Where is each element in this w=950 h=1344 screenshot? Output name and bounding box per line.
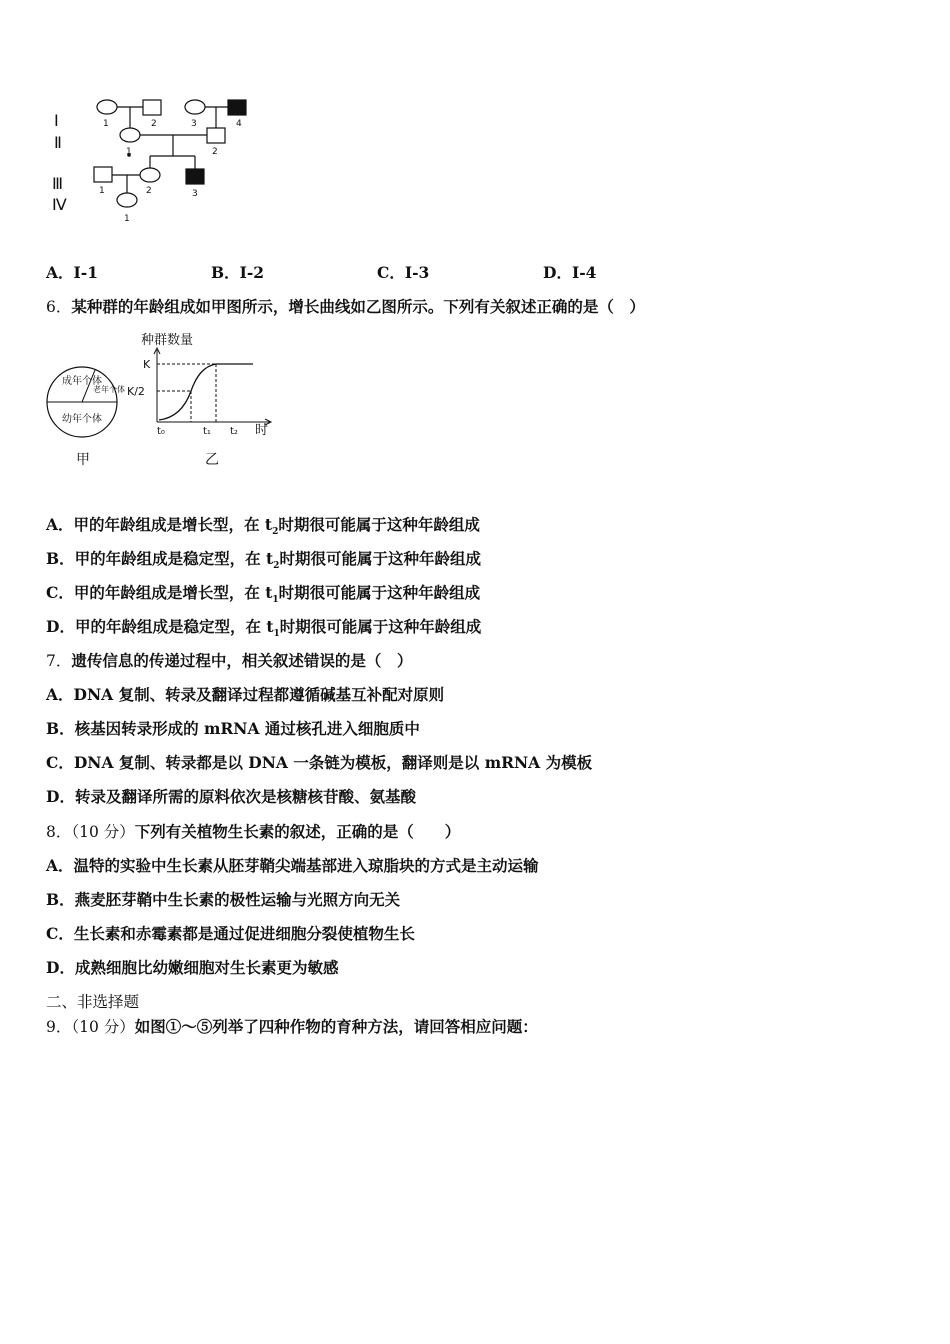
- q8-option-d[interactable]: D．成熟细胞比幼嫩细胞对生长素更为敏感: [46, 958, 339, 977]
- x-axis-label: 时: [255, 423, 269, 438]
- q5-option-a[interactable]: A．Ⅰ-1: [46, 263, 98, 282]
- q9-stem: 9．（10 分）如图①～⑤列举了四种作物的育种方法，请回答相应问题：: [46, 1017, 538, 1036]
- pedigree-I-4-affected-male: [228, 100, 246, 115]
- pedigree-III-2-female: [140, 168, 160, 182]
- pedigree-I-3-female: [185, 100, 205, 114]
- growth-curve-chart: [125, 330, 280, 475]
- pedigree-number: 3: [191, 119, 197, 129]
- q7-stem: 7．遗传信息的传递过程中，相关叙述错误的是（ ）: [46, 651, 413, 670]
- generation-label-IV: Ⅳ: [52, 195, 67, 214]
- q6-option-a[interactable]: A．甲的年龄组成是增长型，在 $t_2$时期很可能属于这种年龄组成: [46, 515, 480, 538]
- pedigree-number: 2: [146, 186, 152, 196]
- q8-option-c[interactable]: C．生长素和赤霉素都是通过促进细胞分裂使植物生长: [46, 924, 415, 943]
- q6-option-c[interactable]: C．甲的年龄组成是增长型，在 $t_1$时期很可能属于这种年龄组成: [46, 583, 481, 606]
- q7-option-b[interactable]: B．核基因转录形成的 mRNA 通过核孔进入细胞质中: [46, 719, 420, 738]
- figure-caption-jia: 甲: [76, 452, 90, 468]
- pedigree-number: 1: [99, 186, 105, 196]
- pedigree-II-1-female: [120, 128, 140, 142]
- x-tick-t0: t₀: [157, 426, 165, 437]
- q6-option-d[interactable]: D．甲的年龄组成是稳定型，在 $t_1$时期很可能属于这种年龄组成: [46, 617, 482, 640]
- pedigree-number: 3: [192, 189, 198, 199]
- y-axis-label: 种群数量: [141, 333, 194, 348]
- q7-option-c[interactable]: C．DNA 复制、转录都是以 DNA 一条链为模板，翻译则是以 mRNA 为模板: [46, 753, 593, 772]
- q7-option-d[interactable]: D．转录及翻译所需的原料依次是核糖核苷酸、氨基酸: [46, 787, 416, 806]
- x-tick-t1: t₁: [203, 426, 211, 437]
- pedigree-number: 1: [124, 214, 130, 224]
- figure-caption-yi: 乙: [205, 452, 219, 468]
- segment-old: 老年个体: [93, 385, 125, 394]
- q6-stem: 6．某种群的年龄组成如甲图所示，增长曲线如乙图所示。下列有关叙述正确的是（ ）: [46, 297, 645, 316]
- section-heading: 二、非选择题: [46, 993, 140, 1011]
- generation-label-III: Ⅲ: [52, 174, 64, 193]
- generation-label-II: Ⅱ: [54, 133, 62, 152]
- pedigree-III-3-affected-male: [186, 169, 204, 184]
- segment-adult: 成年个体: [62, 376, 102, 387]
- segment-young: 幼年个体: [62, 414, 102, 425]
- q6-option-b[interactable]: B．甲的年龄组成是稳定型，在 $t_2$时期很可能属于这种年龄组成: [46, 549, 481, 572]
- pedigree-number: 4: [236, 119, 242, 129]
- pedigree-number: 2: [151, 119, 157, 129]
- q8-option-b[interactable]: B．燕麦胚芽鞘中生长素的极性运输与光照方向无关: [46, 890, 401, 909]
- y-tick-k-half: K/2: [127, 385, 145, 398]
- pedigree-I-2-male: [143, 100, 161, 115]
- x-tick-t2: t₂: [230, 426, 238, 437]
- q5-option-c[interactable]: C．Ⅰ-3: [377, 263, 430, 282]
- s-curve-series: [159, 364, 253, 420]
- q7-option-a[interactable]: A．DNA 复制、转录及翻译过程都遵循碱基互补配对原则: [46, 685, 445, 704]
- pedigree-IV-1-female: [117, 193, 137, 207]
- q5-option-b[interactable]: B．Ⅰ-2: [211, 263, 265, 282]
- pedigree-II-2-male: [207, 128, 225, 143]
- q5-option-d[interactable]: D．Ⅰ-4: [543, 263, 597, 282]
- pedigree-number: 2: [212, 147, 218, 157]
- generation-label-I: Ⅰ: [54, 111, 59, 130]
- pedigree-III-1-male: [94, 167, 112, 182]
- pedigree-I-1-female: [97, 100, 117, 114]
- pedigree-number: 1: [126, 147, 132, 157]
- age-structure-pie: [40, 360, 130, 472]
- q8-option-a[interactable]: A．温特的实验中生长素从胚芽鞘尖端基部进入琼脂块的方式是主动运输: [46, 856, 539, 875]
- pedigree-chart: [40, 92, 270, 227]
- q8-stem: 8．（10 分）下列有关植物生长素的叙述，正确的是（ ）: [46, 822, 461, 841]
- y-tick-k: K: [143, 358, 151, 371]
- pedigree-number: 1: [103, 119, 109, 129]
